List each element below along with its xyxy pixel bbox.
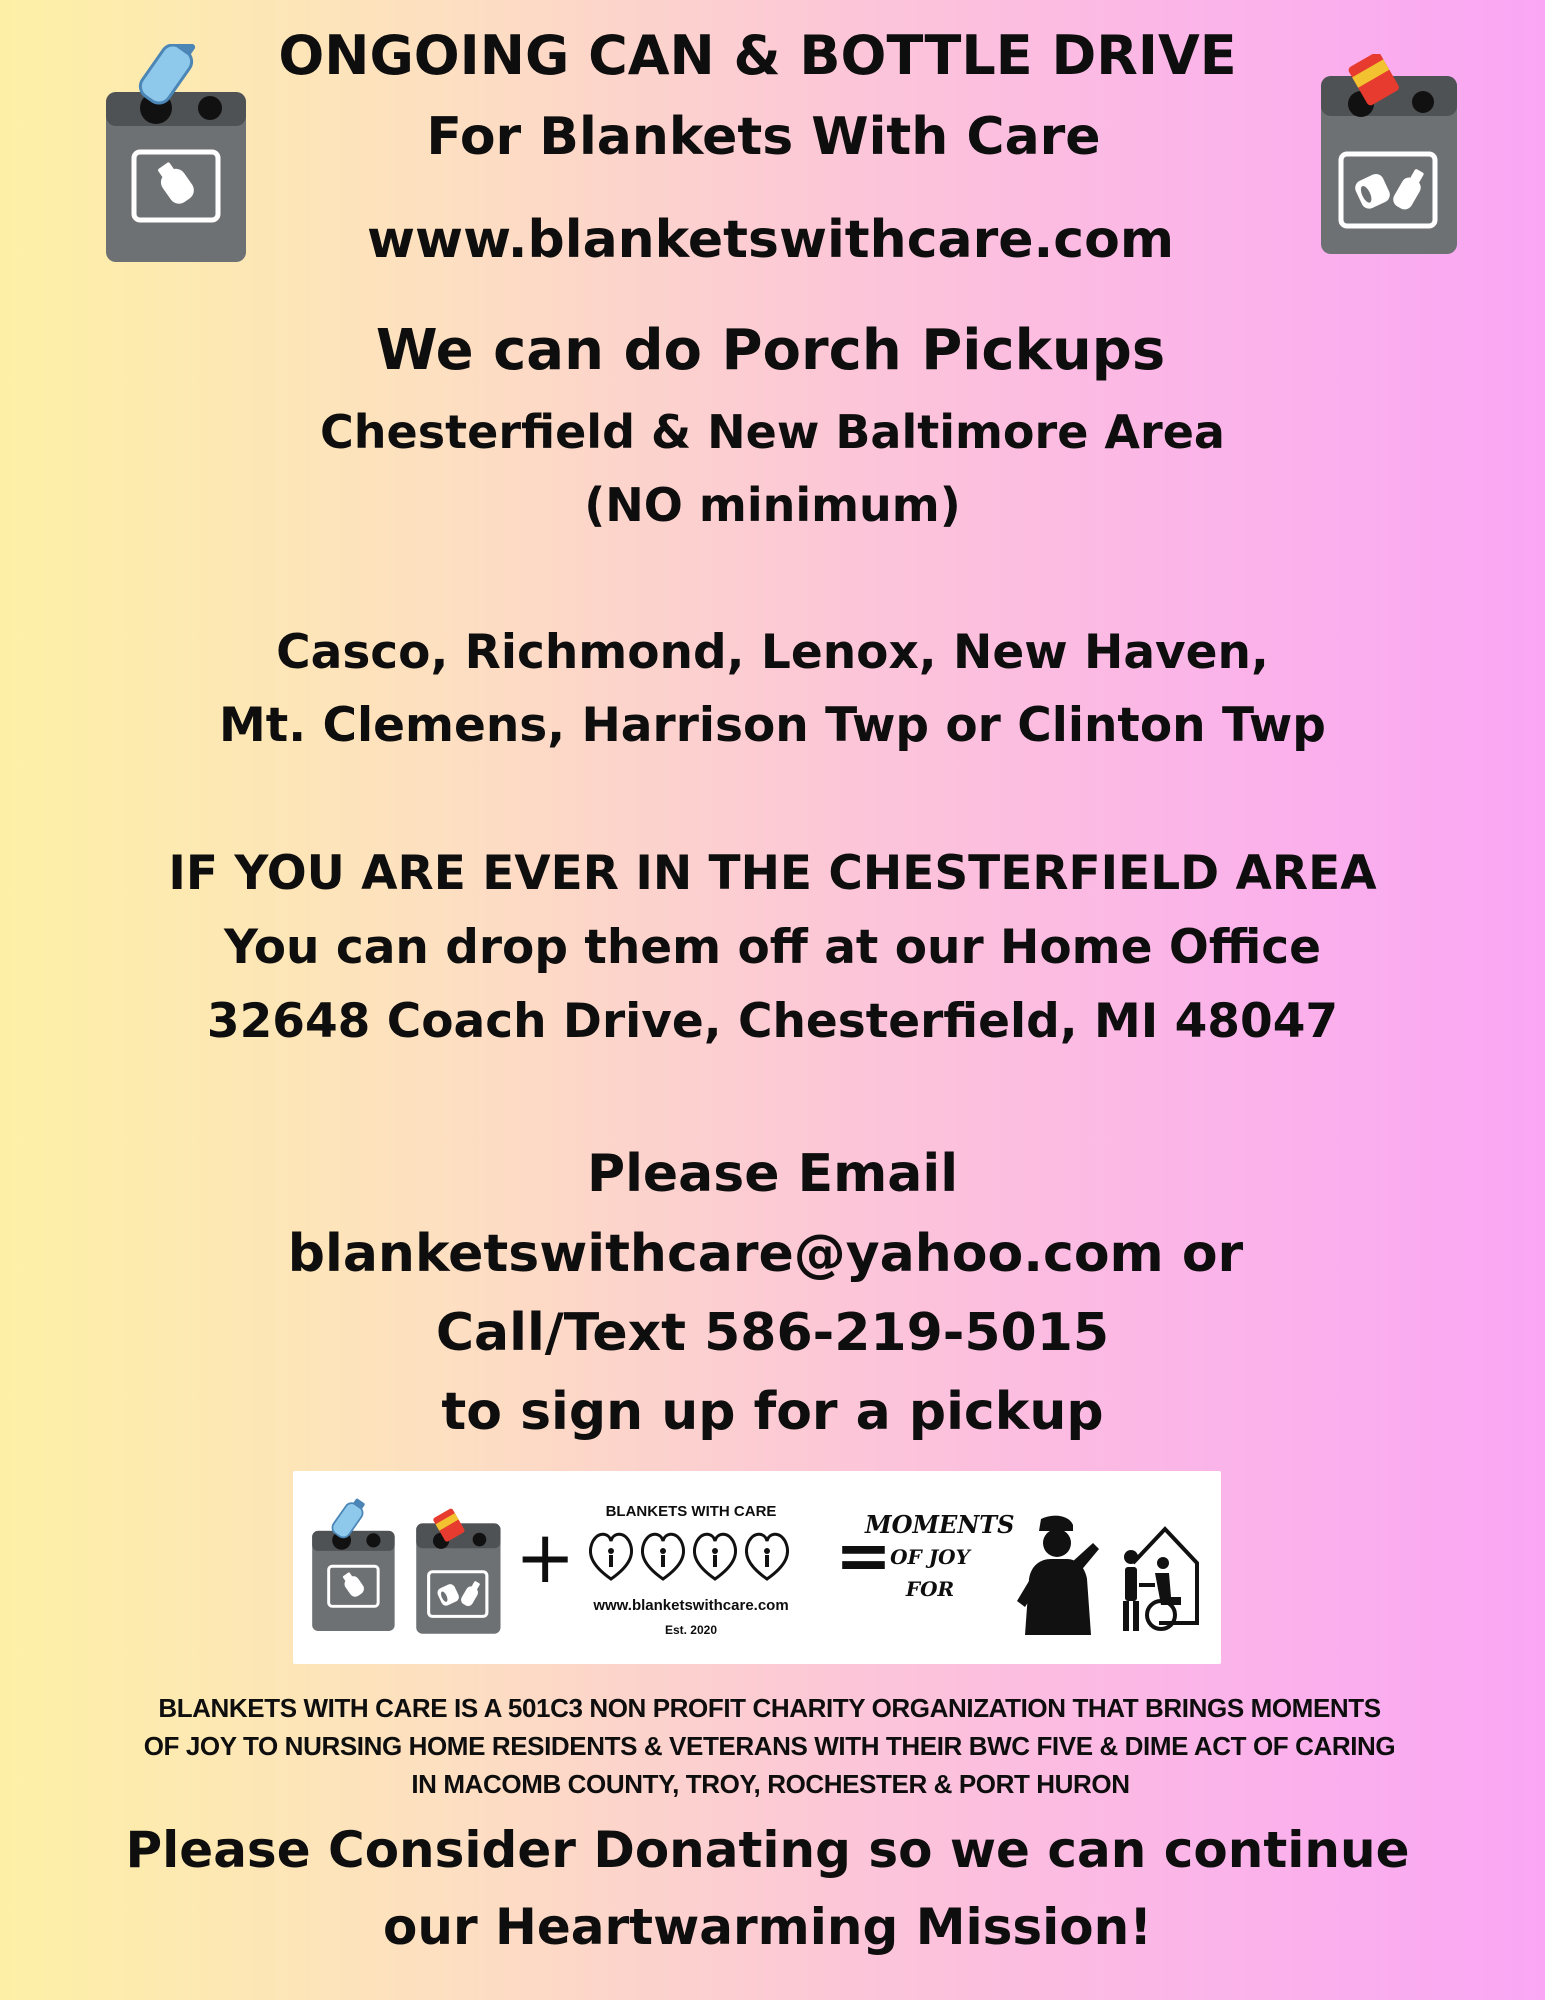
drive-subtitle: For Blankets With Care <box>426 107 1101 167</box>
plus-sign: + <box>515 1515 576 1599</box>
mission-line1: BLANKETS WITH CARE IS A 501C3 NON PROFIT CHARITY ORGANIZATION THAT BRINGS MOMENTS <box>158 1693 1381 1723</box>
donate-line2: our Heartwarming Mission! <box>383 1898 1152 1956</box>
nursing-home-icon <box>1119 1511 1203 1635</box>
bottle-bin-icon <box>311 1493 397 1643</box>
moments-line3: FOR <box>905 1577 955 1601</box>
dropoff-address: 32648 Coach Drive, Chesterfield, MI 48047 <box>206 994 1339 1049</box>
equation-banner <box>293 1471 1221 1664</box>
logo-url[interactable]: www.blanketswithcare.com <box>593 1597 789 1614</box>
moments-line1: MOMENTS <box>865 1510 1015 1539</box>
drive-title: ONGOING CAN & BOTTLE DRIVE <box>278 24 1237 87</box>
logo-title: BLANKETS WITH CARE <box>605 1503 777 1520</box>
saluting-soldier-icon <box>1011 1513 1103 1635</box>
website-link[interactable]: www.blanketswithcare.com <box>366 210 1174 270</box>
contact-phone[interactable]: Call/Text 586-219-5015 <box>435 1303 1110 1363</box>
pickup-towns-line1: Casco, Richmond, Lenox, New Haven, <box>276 625 1269 680</box>
pickup-minimum: (NO minimum) <box>584 478 961 532</box>
dropoff-heading: IF YOU ARE EVER IN THE CHESTERFIELD AREA <box>168 846 1377 901</box>
pickup-towns-line2: Mt. Clemens, Harrison Twp or Clinton Twp <box>219 698 1326 753</box>
donate-line1: Please Consider Donating so we can continue <box>125 1821 1410 1879</box>
pickup-heading: We can do Porch Pickups <box>375 318 1166 383</box>
contact-line4: to sign up for a pickup <box>441 1382 1104 1442</box>
dropoff-line: You can drop them off at our Home Office <box>224 920 1321 975</box>
contact-email[interactable]: blanketswithcare@yahoo.com or <box>287 1224 1244 1284</box>
mission-line3: IN MACOMB COUNTY, TROY, ROCHESTER & PORT HURON <box>411 1769 1130 1799</box>
equals-sign: = <box>835 1517 892 1596</box>
can-bin-icon <box>415 1503 503 1643</box>
bwc-logo <box>571 1489 811 1649</box>
moments-of-joy-text <box>865 1509 1015 1605</box>
contact-line1: Please Email <box>586 1144 959 1204</box>
logo-est: Est. 2020 <box>664 1623 718 1637</box>
pickup-area: Chesterfield & New Baltimore Area <box>320 405 1225 459</box>
mission-line2: OF JOY TO NURSING HOME RESIDENTS & VETERANS WITH THEIR BWC FIVE & DIME ACT OF CARING <box>143 1731 1396 1761</box>
moments-line2: OF JOY <box>890 1545 970 1569</box>
heart-hands-logo-icon <box>585 1527 797 1583</box>
